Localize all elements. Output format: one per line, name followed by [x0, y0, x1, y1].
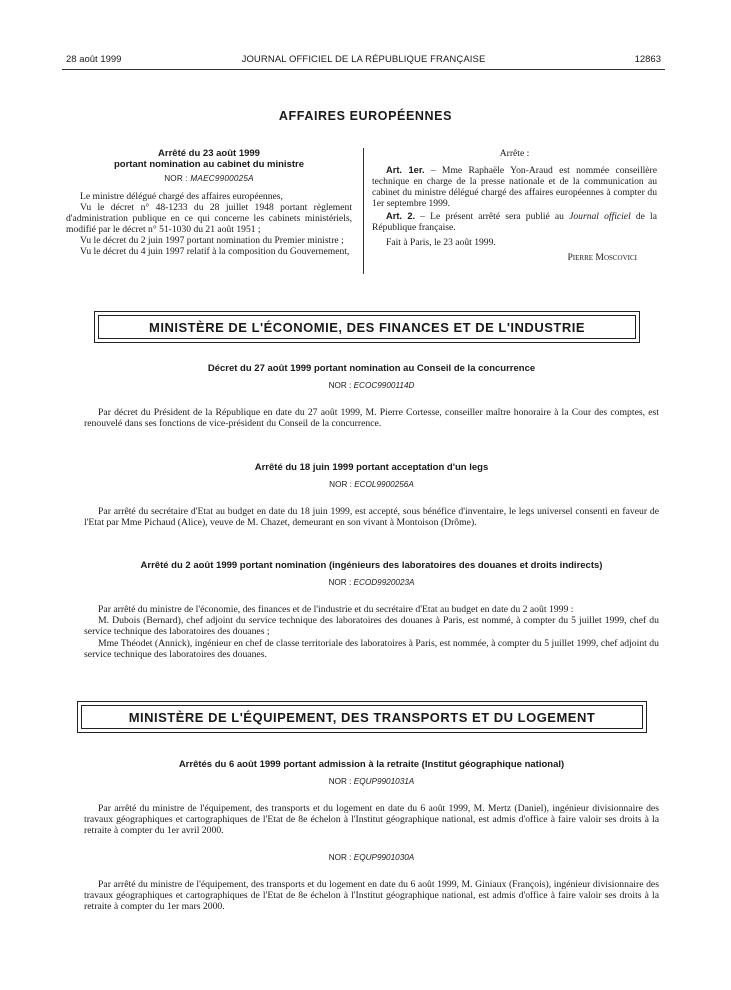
- article-2-italic: Journal officiel: [569, 211, 631, 222]
- arrete-heading: Arrête :: [499, 148, 530, 159]
- nor-prefix: NOR :: [328, 777, 354, 786]
- arrete-body: [84, 506, 659, 528]
- arretes-retraite-ign: [84, 759, 659, 912]
- nor-code: ECOL9900256A: [354, 480, 414, 489]
- nor-reference: [84, 480, 659, 489]
- arrete-title: Arrêté du 2 août 1999 portant nomination (ingénieurs des laboratoires des douanes et droits indirects): [140, 560, 603, 571]
- arrete-ingenieurs-laboratoires: [84, 560, 659, 660]
- paragraph: Vu le décret du 4 juin 1997 relatif à la composition du Gouvernement,: [80, 246, 350, 257]
- paragraph: Par arrêté du ministre de l'économie, des finances et de l'industrie et du secrétaire d'Etat au budget en date du 2 août 1999 :: [98, 604, 574, 615]
- section-title-affaires-europeennes: AFFAIRES EUROPÉENNES: [278, 109, 453, 123]
- paragraph: Vu le décret n° 48-1233 du 28 juillet 1948 portant règlement d'administration publique en ce qui concerne les cabinets ministériels, modifié par le décret n° 51-1030 du 21 août 1951 ;: [66, 202, 352, 235]
- nor-code: ECOD9920023A: [353, 578, 415, 587]
- nor-prefix: NOR :: [328, 578, 354, 587]
- paragraph: M. Dubois (Bernard), chef adjoint du service technique des laboratoires des douanes à Paris, est nommé, à compter du 5 juillet 1999, chef du service technique des laboratoires des douanes ;: [84, 615, 659, 638]
- article-2-text-b: de la République française.: [372, 211, 657, 233]
- arrete-body: [84, 803, 659, 837]
- paragraph: Mme Théodet (Annick), ingénieur en chef de classe territoriale des laboratoires à Paris, est nommée, à compter du 5 juillet 1999, chef adjoint du service technique des laboratoires des douanes.: [84, 637, 659, 660]
- article-2: [372, 211, 657, 233]
- article-2-label: Art. 2.: [386, 211, 416, 221]
- nor-code: EQUP9901031A: [353, 777, 415, 786]
- nor-prefix: NOR :: [328, 381, 354, 390]
- paragraph: Par arrêté du ministre de l'équipement, des transports et du logement en date du 6 août 1999, M. Mertz (Daniel), ingénieur divisionnaire des travaux géographiques et cartographiques de l'Etat de 8e échelon à l'Institut géographique national, est admis d'office à faire valoir ses droits à la retraite à compter du 1er avril 2000.: [84, 803, 659, 837]
- paragraph: Par arrêté du secrétaire d'Etat au budget en date du 18 juin 1999, est accepté, sous bénéfice d'inventaire, le legs universel consenti en faveur de l'Etat par Mme Pichaud (Alice), veuve de M. Chazet, demeurant en son vivant à Montoison (Drôme).: [84, 506, 659, 529]
- arrete-title-line1: Arrêté du 23 août 1999: [158, 148, 260, 159]
- decree-title: Décret du 27 août 1999 portant nomination au Conseil de la concurrence: [207, 363, 536, 374]
- ministry-banner-equipement: [77, 701, 647, 733]
- article-1: [372, 165, 657, 209]
- article-1-label: Art. 1er.: [386, 165, 425, 175]
- paragraph: Vu le décret du 2 juin 1997 portant nomination du Premier ministre ;: [80, 235, 344, 246]
- nor-prefix: NOR :: [329, 480, 355, 489]
- ministry-banner-equipement-title: MINISTÈRE DE L'ÉQUIPEMENT, DES TRANSPORTS ET DU LOGEMENT: [81, 705, 643, 729]
- arrete-body: [84, 879, 659, 913]
- nor-code: MAEC9900025A: [190, 174, 254, 183]
- paragraph: Par décret du Président de la République en date du 27 août 1999, M. Pierre Cortesse, conseiller maître honoraire à la Cour des comptes, est renouvelé dans ses fonctions de vice-président du Conseil de la concurrence.: [84, 407, 659, 430]
- decret-conseil-concurrence: [84, 363, 659, 429]
- nor-reference: [84, 381, 659, 390]
- nor-reference: [84, 777, 659, 786]
- article-2-text-a: – Le présent arrêté sera publié au: [415, 211, 570, 222]
- header-rule: [62, 69, 665, 70]
- nor-reference: [66, 173, 352, 184]
- ministry-banner-economie-title: MINISTÈRE DE L'ÉCONOMIE, DES FINANCES ET DE L'INDUSTRIE: [98, 315, 636, 339]
- header-date: 28 août 1999: [66, 54, 122, 65]
- header-journal-title: JOURNAL OFFICIEL DE LA RÉPUBLIQUE FRANÇAISE: [241, 54, 486, 65]
- nor-reference: [84, 578, 659, 587]
- arrete-acceptation-legs: [84, 462, 659, 528]
- ministry-banner-economie: [94, 311, 640, 343]
- nor-prefix: NOR :: [164, 174, 191, 183]
- nor-reference: [84, 853, 659, 862]
- nor-code: EQUP9901030A: [353, 852, 415, 862]
- nor-code: ECOC9900114D: [353, 381, 415, 390]
- arretes-title: Arrêtés du 6 août 1999 portant admission à la retraite (Institut géographique national): [178, 759, 565, 770]
- arrete-title: Arrêté du 18 juin 1999 portant acceptation d'un legs: [254, 462, 489, 473]
- column-divider: [363, 148, 364, 274]
- arrete-body: [84, 604, 659, 660]
- article-1-text: – Mme Raphaële Yon-Araud est nommée conseillère technique en charge de la presse nationale et de la communication au cabinet du ministre délégué chargé des affaires européennes à compter du 1er septembre 1999.: [372, 165, 657, 209]
- paragraph: Le ministre délégué chargé des affaires européennes,: [80, 191, 283, 202]
- paragraph: Par arrêté du ministre de l'équipement, des transports et du logement en date du 6 août 1999, M. Giniaux (François), ingénieur divisionnaire des travaux géographiques et cartographiques de l'Etat de 8e échelon à l'Institut géographique national, est admis d'office à faire valoir ses droits à la retraite à compter du 1er mars 2000.: [84, 878, 659, 913]
- nor-prefix: NOR :: [328, 852, 354, 862]
- header-page-number: 12863: [634, 54, 661, 65]
- fait-a-paris: Fait à Paris, le 23 août 1999.: [386, 237, 496, 248]
- arrete-title-line2: portant nomination au cabinet du ministre: [113, 159, 304, 170]
- running-header: [66, 54, 661, 68]
- left-column: [66, 148, 352, 257]
- signature: Pierre Moscovici: [567, 252, 637, 263]
- right-column: [372, 148, 657, 263]
- decree-body: [84, 407, 659, 429]
